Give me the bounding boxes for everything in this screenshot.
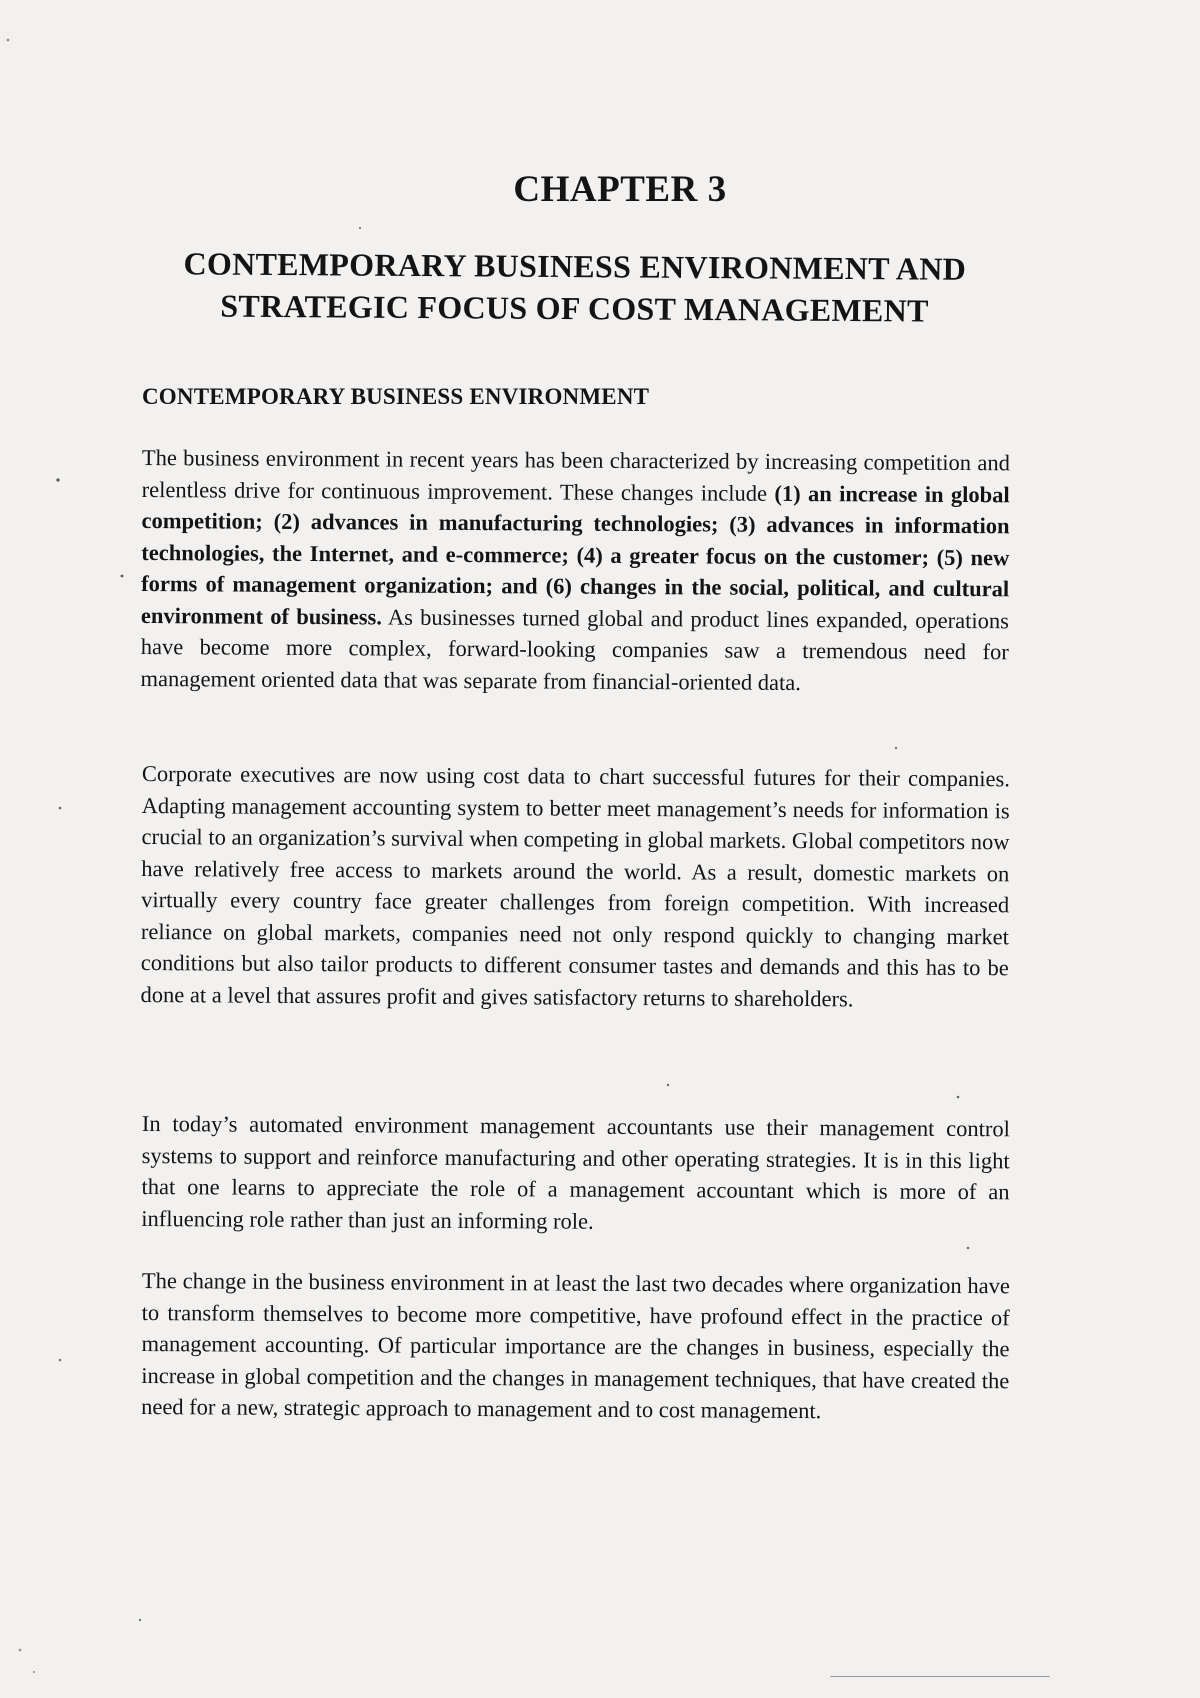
paragraph-1 [140,442,1010,699]
paragraph-1-intro: The business environment in recent years has been characterized by increasing competition and relentless drive for continuous improvement. These changes include [141,444,1010,506]
paragraph-4: The change in the business environment in at least the last two decades where organization have to transform themselves to become more competitive, have profound effect in the practice of management accounting. Of particular importance are the changes in business, especially the increase in global competition and the changes in management techniques, that have created the need for a new, strategic approach to management and to cost management. [141,1268,1010,1424]
section-heading: CONTEMPORARY BUSINESS ENVIRONMENT [142,384,650,409]
chapter-title [129,242,1020,332]
chapter-title-line-1: CONTEMPORARY BUSINESS ENVIRONMENT AND [183,245,967,287]
paragraph-1-change-list: (1) an increase in global competition; (2) advances in manufacturing technologies; (3) advances in information technologies, the Internet, and e-commerce; (4) a greater focus on the customer; (5) new forms of management organization; and (6) changes in the social, political, and cultural environment of business. [140,480,1010,629]
footer-rule [830,1676,1050,1677]
chapter-title-line-2: STRATEGIC FOCUS OF COST MANAGEMENT [220,287,929,329]
paragraph-2: Corporate executives are now using cost data to chart successful futures for their companies. Adapting management accounting system to better meet management’s needs for information is crucial to an organization’s survival when competing in global markets. Global competitors now have relatively free access to markets around the world. As a result, domestic markets on virtually every country face greater challenges from foreign competition. With increased reliance on global markets, companies need not only respond quickly to changing market conditions but also tailor products to different consumer tastes and demands and this has to be done at a level that assures profit and gives satisfactory returns to shareholders. [140,760,1010,1011]
paragraph-3: In today’s automated environment management accountants use their management control systems to support and reinforce manufacturing and other operating strategies. It is in this light that one learns to appreciate the role of a management accountant which is more of an influencing role rather than just an informing role. [141,1111,1010,1234]
chapter-label: CHAPTER 3 [513,169,727,210]
paragraph-1-rest: As businesses turned global and product lines expanded, operations have become more complex, forward-looking companies saw a tremendous need for management oriented data that was separate from financial-oriented data. [140,604,1010,695]
